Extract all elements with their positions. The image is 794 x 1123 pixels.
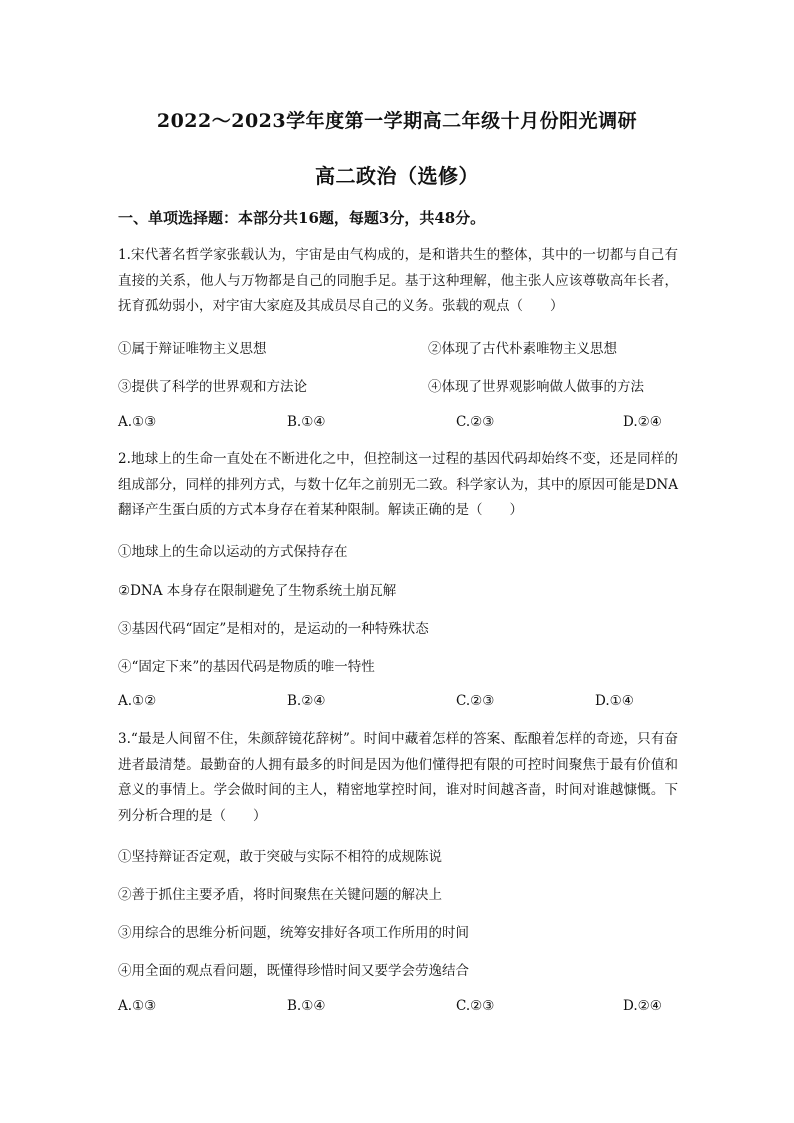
question-1-choice-d[interactable]: D.②④ — [623, 414, 662, 430]
question-3-statement-4: ④用全面的观点看问题，既懂得珍惜时间又要学会劳逸结合 — [118, 963, 469, 979]
question-1-choice-a[interactable]: A.①③ — [118, 414, 157, 430]
question-1-statement-1: ①属于辩证唯物主义思想 — [118, 341, 267, 357]
question-2-statement-3: ③基因代码“固定”是相对的，是运动的一种特殊状态 — [118, 621, 429, 637]
question-1-choice-b[interactable]: B.①④ — [287, 414, 326, 430]
question-3-choice-b[interactable]: B.①④ — [287, 998, 326, 1014]
question-2-stem: 2.地球上的生命一直处在不断进化之中，但控制这一过程的基因代码却始终不变，还是同样的组成部分，同样的排列方式，与数十亿年之前别无二致。科学家认为，其中的原因可能是DNA 翻译产生蛋白质的方式本身存在着某种限制。解读正确的是（ ） — [118, 451, 678, 518]
question-3-choice-a[interactable]: A.①③ — [118, 998, 157, 1014]
question-3-choice-c[interactable]: C.②③ — [456, 998, 495, 1014]
exam-subject: 高二政治（选修） — [315, 164, 479, 188]
question-3-choice-d[interactable]: D.②④ — [623, 998, 662, 1014]
exam-title: 2022～2023学年度第一学期高二年级十月份阳光调研 — [156, 110, 638, 132]
question-1-stem: 1.宋代著名哲学家张载认为，宇宙是由气构成的，是和谐共生的整体，其中的一切都与自己有直接的关系，他人与万物都是自己的同胞手足。基于这种理解，他主张人应该尊敬高年长者，抚育孤幼弱小，对宇宙大家庭及其成员尽自己的义务。张载的观点（ ） — [118, 247, 678, 314]
section-heading: 一、单项选择题：本部分共16题，每题3分，共48分。 — [118, 209, 486, 227]
question-3-stem: 3.“最是人间留不住，朱颜辞镜花辞树”。时间中藏着怎样的答案、酝酿着怎样的奇迹，只有奋进者最清楚。最勤奋的人拥有最多的时间是因为他们懂得把有限的可控时间聚焦于最有价值和意义的事情上。学会做时间的主人，精密地掌控时间，谁对时间越吝啬，时间对谁越慷慨。下列分析合理的是（ ） — [118, 731, 678, 824]
question-2-statement-1: ①地球上的生命以运动的方式保持存在 — [118, 544, 348, 560]
question-1-statement-3: ③提供了科学的世界观和方法论 — [118, 379, 307, 395]
question-1-statement-4: ④体现了世界观影响做人做事的方法 — [428, 379, 644, 395]
question-2-statement-2: ②DNA 本身存在限制避免了生物系统土崩瓦解 — [118, 583, 397, 599]
question-3-statement-1: ①坚持辩证否定观，敢于突破与实际不相符的成规陈说 — [118, 849, 442, 865]
question-1-choice-c[interactable]: C.②③ — [456, 414, 495, 430]
question-2-choice-b[interactable]: B.②④ — [287, 693, 326, 709]
question-2-statement-4: ④“固定下来”的基因代码是物质的唯一特性 — [118, 659, 375, 675]
question-3-statement-3: ③用综合的思维分析问题，统筹安排好各项工作所用的时间 — [118, 925, 469, 941]
question-1-statement-2: ②体现了古代朴素唯物主义思想 — [428, 341, 617, 357]
question-2-choice-c[interactable]: C.②③ — [456, 693, 495, 709]
question-2-choice-d[interactable]: D.①④ — [595, 693, 634, 709]
question-3-statement-2: ②善于抓住主要矛盾，将时间聚焦在关键问题的解决上 — [118, 887, 442, 903]
question-2-choice-a[interactable]: A.①② — [118, 693, 157, 709]
